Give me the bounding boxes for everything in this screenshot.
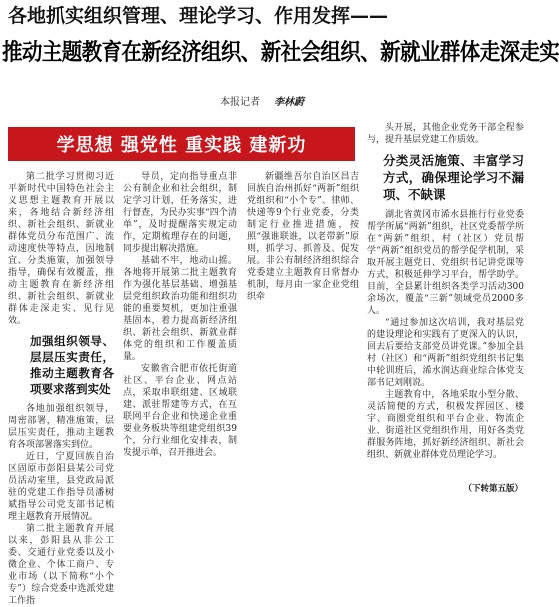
paragraph: 安徽省合肥市依托街道社区、平台企业、网点站点，采取串联组建、区域联建、派驻帮建等方式，在互联网平台企业和快递企业重要业务板块等组建党组织39个，分行业细化安排表，制发提示单，召开推进会。: [123, 364, 237, 458]
byline-label: 本报记者: [220, 97, 260, 108]
byline: [220, 93, 304, 108]
paragraph: 近日，宁夏回族自治区固原市彭阳县某公司党员活动室里，县党政局派驻的党建工作指导员潘树斌指导公司党支部书记梳理主题教育开展情况。: [8, 452, 114, 522]
headline: 推动主题教育在新经济组织、新社会组织、新就业群体走深走实: [2, 38, 559, 66]
paragraph: 主题教育中，各地采取小型分散、灵活简便的方式，积极发挥园区、楼宇、商圈党组织和平台企业、物流企业、街道社区党组织作用，用好各类党群服务阵地，抓好新经济组织、新社会组织、新就业群体党员理论学习。: [367, 390, 524, 460]
article-column-1: [8, 171, 114, 606]
paragraph: 新疆维吾尔自治区昌吉回族自治州抓好“两新”组织党组织和“小个专”、律师、快递等9个行业党委，分类制定行业推进措施，按照“强谁联谁，以老带新”原则，抓学习、抓普及、促发展。非公有制经济组织综合党委建立主题教育日常督办机制，每月由一家企业党组织牵: [247, 172, 359, 302]
paragraph: 湖北省黄冈市浠水县推行行业党委帮学所属“两新”组织，社区党委帮学所在“两新”组织、村（社区）党员帮学“两新”组织党员的帮学促学机制，采取开展主题党日、党组织书记讲党课等方式，积极延伸学习平台，帮学助学。目前，全县累计组织各类学习活动300余场次，覆盖“三新”领域党员2000多人。: [367, 210, 524, 316]
section-heading-1: 加强组织领导、层层压实责任，推动主题教育各项要求落到实处: [30, 334, 114, 396]
byline-author: 李林蔚: [274, 97, 304, 108]
paragraph: 基础不牢，地动山摇。各地将开展第二批主题教育作为强化基层基础、增强基层党组织政治功能和组织功能的重要契机，更加注重强基固本，着力提高新经济组织、新社会组织、新就业群体党的组织和工作覆盖质量。: [123, 256, 237, 362]
paragraph: 第二批主题教育开展以来，彭阳县从非公工委、交通行业党委以及小微企业、个体工商户、专业市场（以下简称“小个专”）综合党委中选派党建工作指: [8, 524, 114, 606]
paragraph: 各地加强组织领导，周密部署，精准施策，层层压实责任，推动主题教育各项部署落实到位。: [8, 404, 114, 450]
theme-banner: 学思想 强党性 重实践 建新功: [8, 127, 355, 161]
article-column-4: [367, 122, 524, 492]
paragraph: 头开展，其他企业党务干部全程参与，提升基层党建工作质效。: [367, 123, 524, 145]
article-column-2: [123, 171, 237, 493]
kicker-title: 各地抓实组织管理、理论学习、作用发挥——: [8, 5, 389, 27]
continued-note: （下转第五版）: [463, 484, 523, 494]
article-column-3: [247, 171, 359, 493]
paragraph: 导员，定向指导重点非公有制企业和社会组织，制定学习计划，任务落实，进行督查，为民办实事“四个清单”，及时提醒落实规定动作，定期梳理存在的问题，同步提出解决措施。: [123, 172, 237, 254]
paragraph: 第二批学习贯彻习近平新时代中国特色社会主义思想主题教育开展以来，各地结合新经济组织、新社会组织、新就业群体党员分布范围广、流动速度快等特点，因地制宜、分类施策，加强领导指导，确保有效覆盖，推动主题教育在新经济组织、新社会组织、新就业群体走深走实、见行见效。: [8, 172, 114, 326]
section-heading-2: 分类灵活施策、丰富学习方式，确保理论学习不漏项、不缺课: [383, 153, 524, 202]
paragraph: “通过参加这次培训，我对基层党的建设理论和实践有了更深入的认识，回去后要给支部党员讲党课。”参加全县村（社区）和“两新”组织党组织书记集中轮训班后，浠水润达商业综合体党支部书记刘刚说。: [367, 318, 524, 388]
